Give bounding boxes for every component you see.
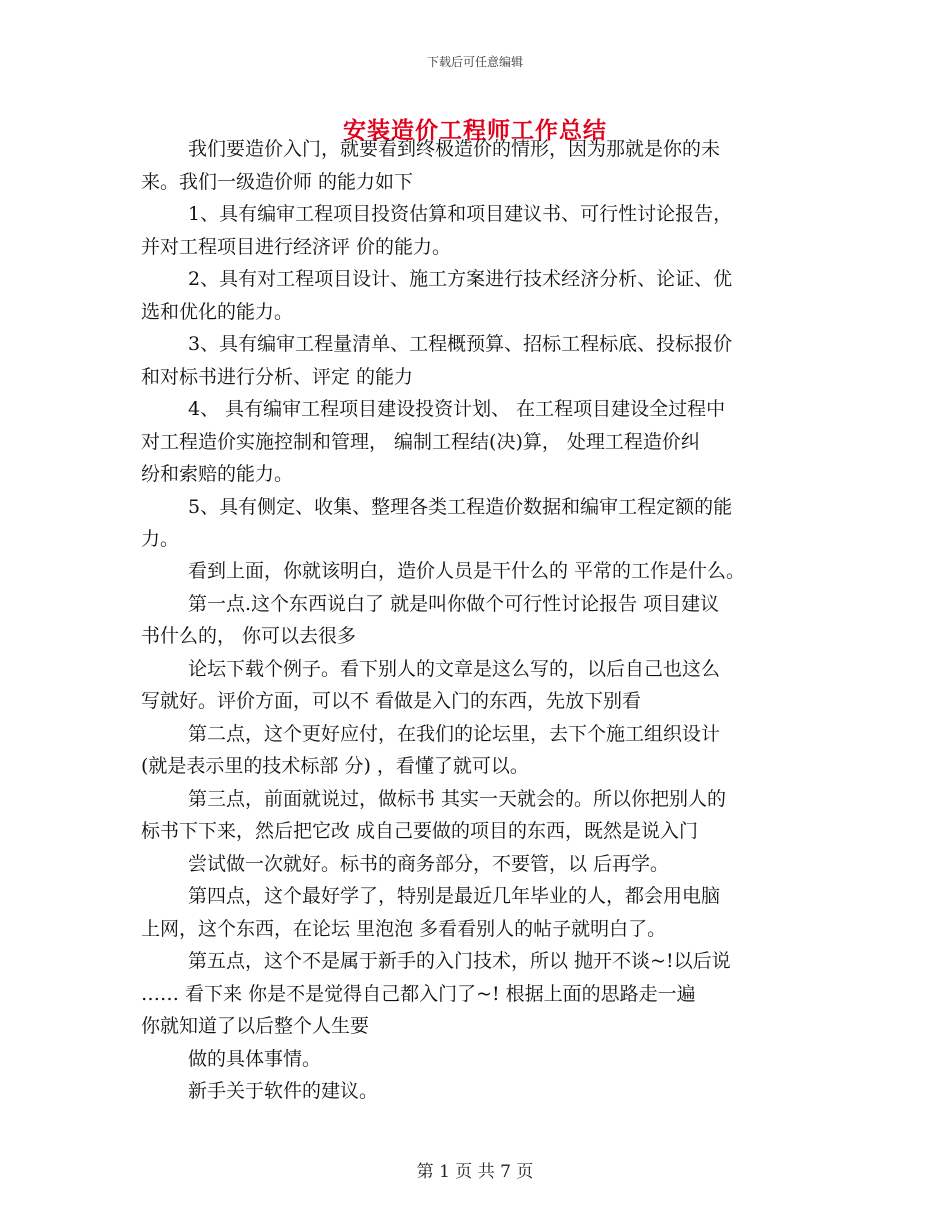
body-line: 做的具体事情。 — [188, 1048, 322, 1070]
body-line: 并对工程项目进行经济评 价的能力。 — [141, 236, 452, 258]
body-line: 你就知道了以后整个人生要 — [141, 1015, 370, 1037]
body-line: 第五点，这个不是属于新手的入门技术，所以 抛开不谈~!以后说 — [188, 950, 731, 972]
body-line: 第一点.这个东西说白了 就是叫你做个可行性讨论报告 项目建议 — [188, 593, 720, 615]
body-line: 纷和索赔的能力。 — [141, 463, 294, 485]
body-line: 尝试做一次就好。标书的商务部分，不要管，以 后再学。 — [188, 853, 670, 875]
page-header: 下载后可任意编辑 — [426, 55, 523, 69]
body-line: 第四点，这个最好学了，特别是最近几年毕业的人，都会用电脑 — [188, 885, 721, 907]
body-line: 书什么的， 你可以去很多 — [141, 625, 357, 647]
body-line: 标书下下来，然后把它改 成自己要做的项目的东西，既然是说入门 — [141, 820, 699, 842]
body-line: 新手关于软件的建议。 — [188, 1080, 379, 1102]
body-line: 4、 具有编审工程项目建设投资计划、 在工程项目建设全过程中 — [188, 398, 726, 420]
body-line: 对工程造价实施控制和管理， 编制工程结(决)算， 处理工程造价纠 — [141, 431, 700, 453]
body-line: (就是表示里的技术标部 分) ，看懂了就可以。 — [141, 755, 529, 777]
body-line: 第三点，前面就说过，做标书 其实一天就会的。所以你把别人的 — [188, 788, 727, 810]
body-line: 和对标书进行分析、评定 的能力 — [141, 366, 414, 388]
body-line: 选和优化的能力。 — [141, 301, 294, 323]
body-line: 2、具有对工程项目设计、施工方案进行技术经济分析、论证、优 — [188, 268, 733, 290]
body-line: 来。我们一级造价师 的能力如下 — [141, 171, 414, 193]
body-line: …… 看下来 你是不是觉得自己都入门了~! 根据上面的思路走一遍 — [141, 983, 696, 1005]
body-line: 第二点，这个更好应付，在我们的论坛里，去下个施工组织设计 — [188, 723, 721, 745]
page-footer: 第 1 页 共 7 页 — [416, 1162, 534, 1182]
body-line: 3、具有编审工程量清单、工程概预算、招标工程标底、投标报价 — [188, 333, 733, 355]
body-line: 我们要造价入门，就要看到终极造价的情形，因为那就是你的未 — [188, 138, 721, 160]
document-title: 安装造价工程师工作总结 — [343, 118, 607, 144]
body-line: 看到上面，你就该明白，造价人员是干什么的 平常的工作是什么。 — [188, 560, 746, 582]
body-line: 力。 — [141, 528, 180, 550]
body-line: 写就好。评价方面，可以不 看做是入门的东西，先放下别看 — [141, 690, 642, 712]
body-line: 5、具有侧定、收集、整理各类工程造价数据和编审工程定额的能 — [188, 496, 733, 518]
body-line: 论坛下载个例子。看下别人的文章是这么写的，以后自己也这么 — [188, 658, 721, 680]
body-line: 1、具有编审工程项目投资估算和项目建议书、可行性讨论报告， — [188, 203, 733, 225]
body-line: 上网，这个东西，在论坛 里泡泡 多看看别人的帖子就明白了。 — [141, 918, 667, 940]
